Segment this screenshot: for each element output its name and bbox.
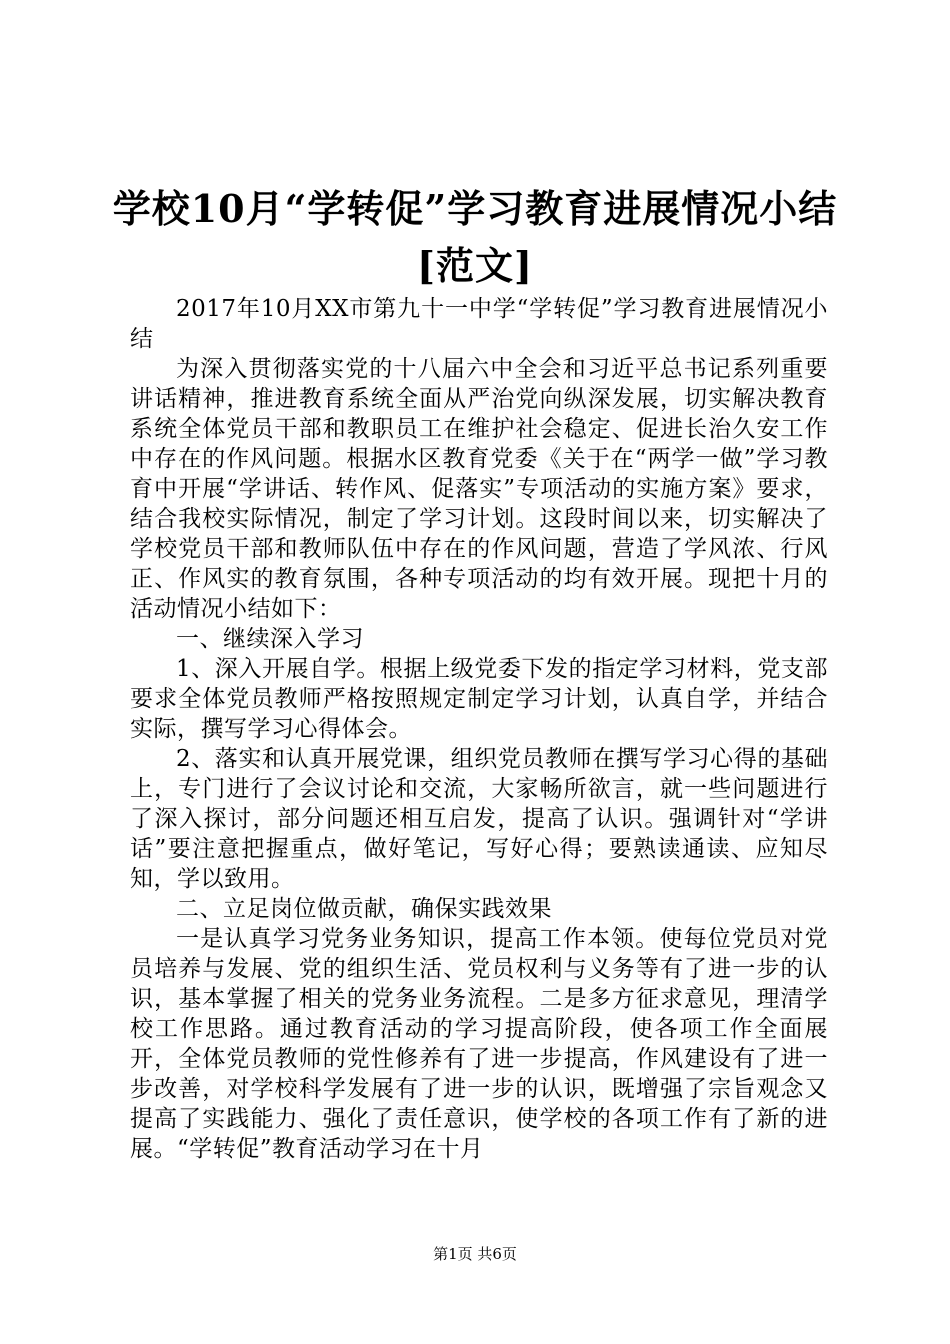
page-number-footer: 第1页 共6页 xyxy=(433,1245,517,1263)
paragraph-heading-date: 2017年10月XX市第九十一中学“学转促”学习教育进展情况小结 xyxy=(130,296,828,352)
document-title-line-1: 学校10月“学转促”学习教育进展情况小结 xyxy=(112,186,838,231)
section-heading-1: 一、继续深入学习 xyxy=(176,626,364,652)
paragraph-practice: 一是认真学习党务业务知识，提高工作本领。使每位党员对党员培养与发展、党的组织生活、党员权利与义务等有了进一步的认识，基本掌握了相关的党务业务流程。二是多方征求意见，理清学校工作思路。通过教育活动的学习提高阶段，使各项工作全面展开，全体党员教师的党性修养有了进一步提高，作风建设有了进一步改善，对学校科学发展有了进一步的认识，既增强了宗旨观念又提高了实践能力、强化了责任意识，使学校的各项工作有了新的进展。“学转促”教育活动学习在十月 xyxy=(130,926,828,1162)
paragraph-intro: 为深入贯彻落实党的十八届六中全会和习近平总书记系列重要讲话精神，推进教育系统全面从严治党向纵深发展，切实解决教育系统全体党员干部和教职员工在维护社会稳定、促进长治久安工作中存在的作风问题。根据水区教育党委《关于在“两学一做”学习教育中开展“学讲话、转作风、促落实”专项活动的实施方案》要求，结合我校实际情况，制定了学习计划。这段时间以来，切实解决了学校党员干部和教师队伍中存在的作风问题，营造了学风浓、行风正、作风实的教育氛围，各种专项活动的均有效开展。现把十月的活动情况小结如下： xyxy=(130,356,828,622)
document-body xyxy=(130,294,828,1164)
paragraph-party-lesson: 2、落实和认真开展党课，组织党员教师在撰写学习心得的基础上，专门进行了会议讨论和交流，大家畅所欲言，就一些问题进行了深入探讨，部分问题还相互启发，提高了认识。强调针对“学讲话”要注意把握重点，做好笔记，写好心得；要熟读通读、应知尽知，学以致用。 xyxy=(130,746,828,892)
document-title-line-2: [范文] xyxy=(417,243,533,288)
section-heading-2: 二、立足岗位做贡献，确保实践效果 xyxy=(176,896,552,922)
paragraph-self-study: 1、深入开展自学。根据上级党委下发的指定学习材料，党支部要求全体党员教师严格按照规定制定学习计划，认真自学，并结合实际，撰写学习心得体会。 xyxy=(130,656,828,742)
